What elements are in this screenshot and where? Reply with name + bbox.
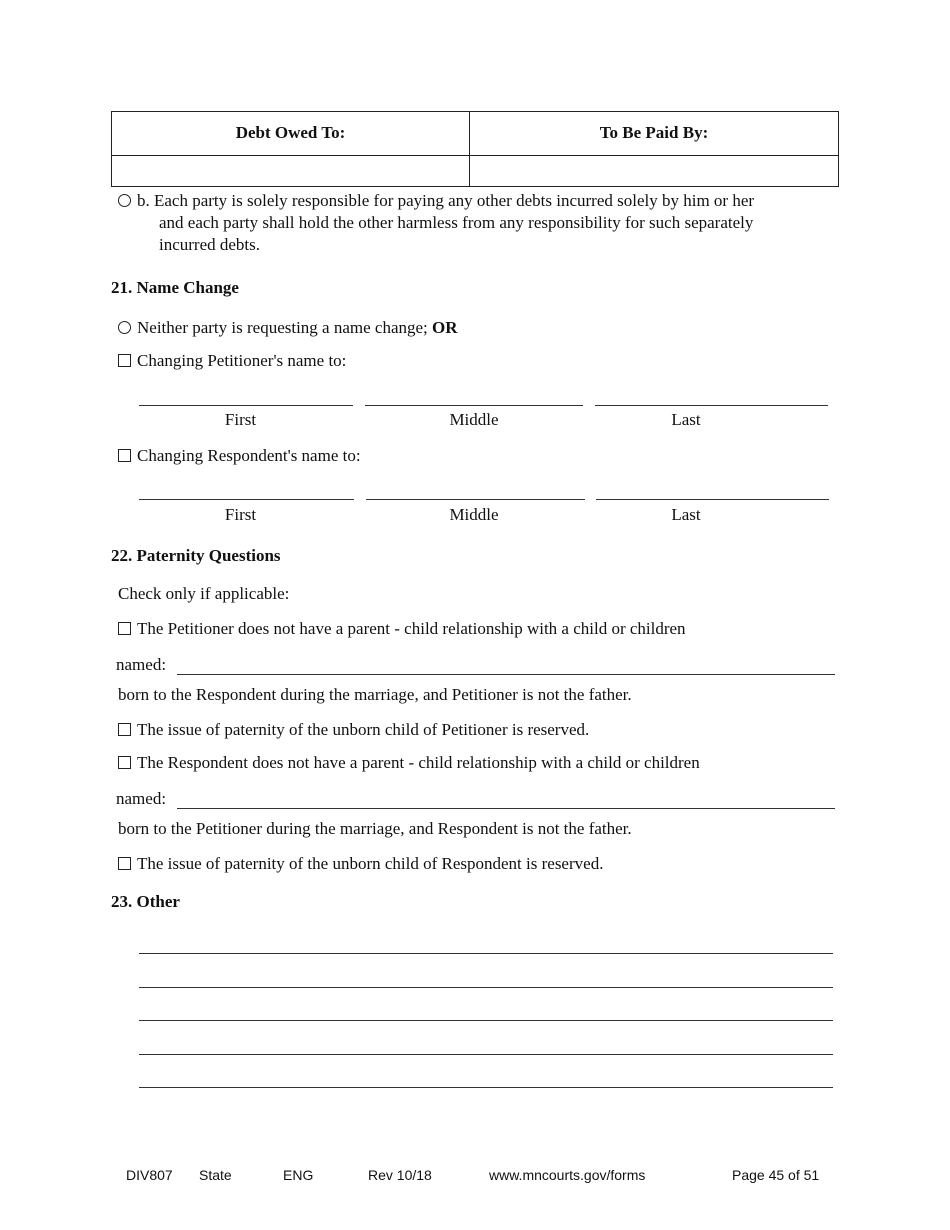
option-b-radio[interactable] — [118, 194, 131, 207]
to-be-paid-by-cell[interactable] — [470, 156, 839, 187]
paternity-instruction: Check only if applicable: — [118, 584, 290, 603]
to-be-paid-by-header: To Be Paid By: — [470, 112, 839, 156]
petitioner-name-change-checkbox[interactable] — [118, 354, 131, 367]
petitioner-name-change-label: Changing Petitioner's name to: — [137, 351, 347, 370]
respondent-born-text: born to the Petitioner during the marriage, and Respondent is not the father. — [118, 819, 632, 838]
debt-owed-to-header: Debt Owed To: — [112, 112, 470, 156]
section-22-title: 22. Paternity Questions — [111, 546, 281, 565]
footer-language: ENG — [283, 1167, 314, 1183]
respondent-named-label: named: — [116, 789, 167, 808]
neither-party-radio[interactable] — [118, 321, 131, 334]
debt-table — [111, 111, 839, 187]
petitioner-named-line[interactable] — [177, 674, 835, 675]
petitioner-relationship-text: The Petitioner does not have a parent - child relationship with a child or children — [137, 619, 686, 638]
respondent-middle-label: Middle — [449, 505, 499, 524]
respondent-unborn-text: The issue of paternity of the unborn child of Respondent is reserved. — [137, 854, 604, 873]
neither-party-text: Neither party is requesting a name change; — [137, 318, 428, 337]
debt-table-header-row — [112, 112, 839, 156]
respondent-last-label: Last — [671, 505, 701, 524]
other-line-4[interactable] — [139, 1054, 833, 1055]
neither-party-option — [118, 317, 458, 339]
other-line-3[interactable] — [139, 1020, 833, 1021]
petitioner-last-name-line[interactable] — [595, 405, 828, 406]
debt-owed-to-cell[interactable] — [112, 156, 470, 187]
petitioner-unborn-text: The issue of paternity of the unborn child of Petitioner is reserved. — [137, 720, 590, 739]
other-line-1[interactable] — [139, 953, 833, 954]
respondent-first-name-line[interactable] — [139, 499, 354, 500]
petitioner-unborn-checkbox[interactable] — [118, 723, 131, 736]
petitioner-last-label: Last — [671, 410, 701, 429]
section-21-title: 21. Name Change — [111, 278, 239, 297]
petitioner-unborn-option — [118, 719, 589, 741]
footer-revision: Rev 10/18 — [368, 1167, 432, 1183]
respondent-unborn-option — [118, 853, 603, 875]
respondent-middle-name-line[interactable] — [366, 499, 585, 500]
option-b-text-line2: and each party shall hold the other harmless from any responsibility for such separately — [159, 213, 754, 233]
respondent-unborn-checkbox[interactable] — [118, 857, 131, 870]
footer-form-id: DIV807 — [126, 1167, 173, 1183]
petitioner-born-text: born to the Respondent during the marriage, and Petitioner is not the father. — [118, 685, 632, 704]
petitioner-named-label: named: — [116, 655, 167, 674]
section-23-title: 23. Other — [111, 892, 180, 911]
petitioner-first-name-line[interactable] — [139, 405, 353, 406]
petitioner-name-change-option — [118, 350, 346, 372]
respondent-name-change-checkbox[interactable] — [118, 449, 131, 462]
option-b-prefix: b. — [137, 191, 150, 210]
option-b-text-line3: incurred debts. — [159, 235, 261, 255]
respondent-relationship-text: The Respondent does not have a parent - child relationship with a child or children — [137, 753, 700, 772]
respondent-name-change-option — [118, 445, 361, 467]
petitioner-middle-name-line[interactable] — [365, 405, 583, 406]
respondent-relationship-checkbox[interactable] — [118, 756, 131, 769]
respondent-first-label: First — [224, 505, 257, 524]
respondent-named-line[interactable] — [177, 808, 835, 809]
footer-page-number: Page 45 of 51 — [732, 1167, 820, 1183]
petitioner-relationship-checkbox[interactable] — [118, 622, 131, 635]
table-row — [112, 156, 839, 187]
petitioner-relationship-option — [118, 618, 686, 640]
respondent-last-name-line[interactable] — [596, 499, 829, 500]
other-line-2[interactable] — [139, 987, 833, 988]
respondent-name-change-label: Changing Respondent's name to: — [137, 446, 361, 465]
other-line-5[interactable] — [139, 1087, 833, 1088]
petitioner-middle-label: Middle — [449, 410, 499, 429]
option-b — [118, 190, 838, 256]
respondent-relationship-option — [118, 752, 700, 774]
footer-url[interactable]: www.mncourts.gov/forms — [489, 1167, 646, 1183]
option-b-text-line1: Each party is solely responsible for paying any other debts incurred solely by him or her — [154, 191, 755, 210]
footer-jurisdiction: State — [199, 1167, 232, 1183]
petitioner-first-label: First — [224, 410, 257, 429]
neither-party-or: OR — [432, 318, 458, 337]
